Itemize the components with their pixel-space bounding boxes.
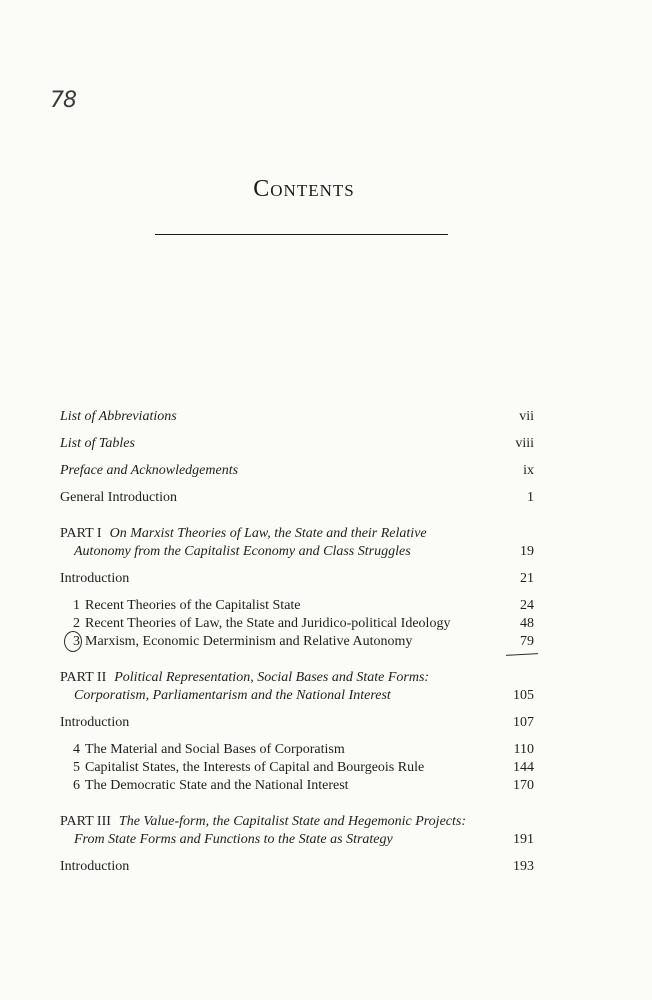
toc-chapter-5: [60, 759, 538, 777]
chapter-title: Capitalist States, the Interests of Capital and Bourgeois Rule: [85, 760, 425, 775]
part-title-line2: Autonomy from the Capitalist Economy and Class Struggles: [74, 544, 411, 559]
chapter-title: The Democratic State and the National Interest: [85, 778, 349, 793]
part-title-line2: Corporatism, Parliamentarism and the National Interest: [74, 688, 391, 703]
toc-entry-label: Introduction: [60, 571, 130, 586]
chapter-title: Recent Theories of the Capitalist State: [85, 598, 301, 613]
toc-page-number: 170: [513, 778, 534, 793]
toc-page-number: 191: [513, 832, 534, 847]
toc-chapter-4: [60, 741, 538, 759]
part-title-line2: From State Forms and Functions to the State as Strategy: [74, 832, 393, 847]
handwritten-circle-mark: [64, 631, 82, 652]
toc-page-number: 48: [520, 616, 534, 631]
chapter-number: 4: [73, 742, 80, 757]
toc-page-number: 24: [520, 598, 534, 613]
part-title-line1: The Value-form, the Capitalist State and Hegemonic Projects:: [118, 814, 467, 829]
chapter-number: 6: [73, 778, 80, 793]
chapter-number: 1: [73, 598, 80, 613]
part-number: PART III: [60, 814, 111, 829]
toc-entry-label: Introduction: [60, 859, 130, 874]
chapter-number: 2: [73, 616, 80, 631]
part2-chapter-list: [60, 741, 538, 795]
toc-page-number: viii: [515, 436, 534, 451]
part-title-line1: On Marxist Theories of Law, the State and their Relative: [109, 526, 427, 541]
toc-entry-abbreviations: [60, 408, 538, 426]
page-title: Contents: [253, 176, 355, 202]
toc-entry-part1-introduction: [60, 570, 538, 588]
toc-entry-part2-introduction: [60, 714, 538, 732]
chapter-number: 5: [73, 760, 80, 775]
chapter-number: 3: [73, 634, 80, 649]
table-of-contents: [60, 408, 538, 876]
toc-part-3: [60, 813, 538, 849]
toc-page-number: 21: [520, 571, 534, 586]
toc-entry-label: General Introduction: [60, 490, 178, 505]
handwritten-underline-mark: [506, 653, 538, 656]
toc-entry-preface: [60, 462, 538, 480]
part1-chapter-list: [60, 597, 538, 651]
title-divider: [155, 234, 448, 235]
toc-page-number: 110: [513, 742, 534, 757]
toc-chapter-1: [60, 597, 538, 615]
toc-page-number: vii: [519, 409, 534, 424]
toc-chapter-3: [60, 633, 538, 651]
toc-chapter-2: [60, 615, 538, 633]
part-number: PART II: [60, 670, 107, 685]
chapter-title: Recent Theories of Law, the State and Juridico-political Ideology: [85, 616, 451, 631]
toc-page-number: 107: [513, 715, 534, 730]
toc-entry-label: Introduction: [60, 715, 130, 730]
toc-page-number: 79: [520, 634, 534, 649]
toc-part-2: [60, 669, 538, 705]
part-number: PART I: [60, 526, 102, 541]
toc-entry-label: List of Abbreviations: [60, 409, 177, 424]
chapter-title: Marxism, Economic Determinism and Relative Autonomy: [85, 634, 413, 649]
toc-page-number: ix: [523, 463, 534, 478]
toc-entry-part3-introduction: [60, 858, 538, 876]
toc-entry-label: Preface and Acknowledgements: [60, 463, 239, 478]
toc-page-number: 1: [527, 490, 534, 505]
toc-page-number: 193: [513, 859, 534, 874]
handwritten-page-note: 78: [50, 88, 76, 113]
toc-entry-tables: [60, 435, 538, 453]
toc-chapter-6: [60, 777, 538, 795]
toc-entry-label: List of Tables: [60, 436, 135, 451]
toc-page-number: 19: [520, 544, 534, 559]
part-title-line1: Political Representation, Social Bases and State Forms:: [114, 670, 430, 685]
toc-page-number: 105: [513, 688, 534, 703]
toc-part-1: [60, 525, 538, 561]
chapter-title: The Material and Social Bases of Corporatism: [85, 742, 345, 757]
toc-page-number: 144: [513, 760, 534, 775]
toc-entry-general-introduction: [60, 489, 538, 507]
